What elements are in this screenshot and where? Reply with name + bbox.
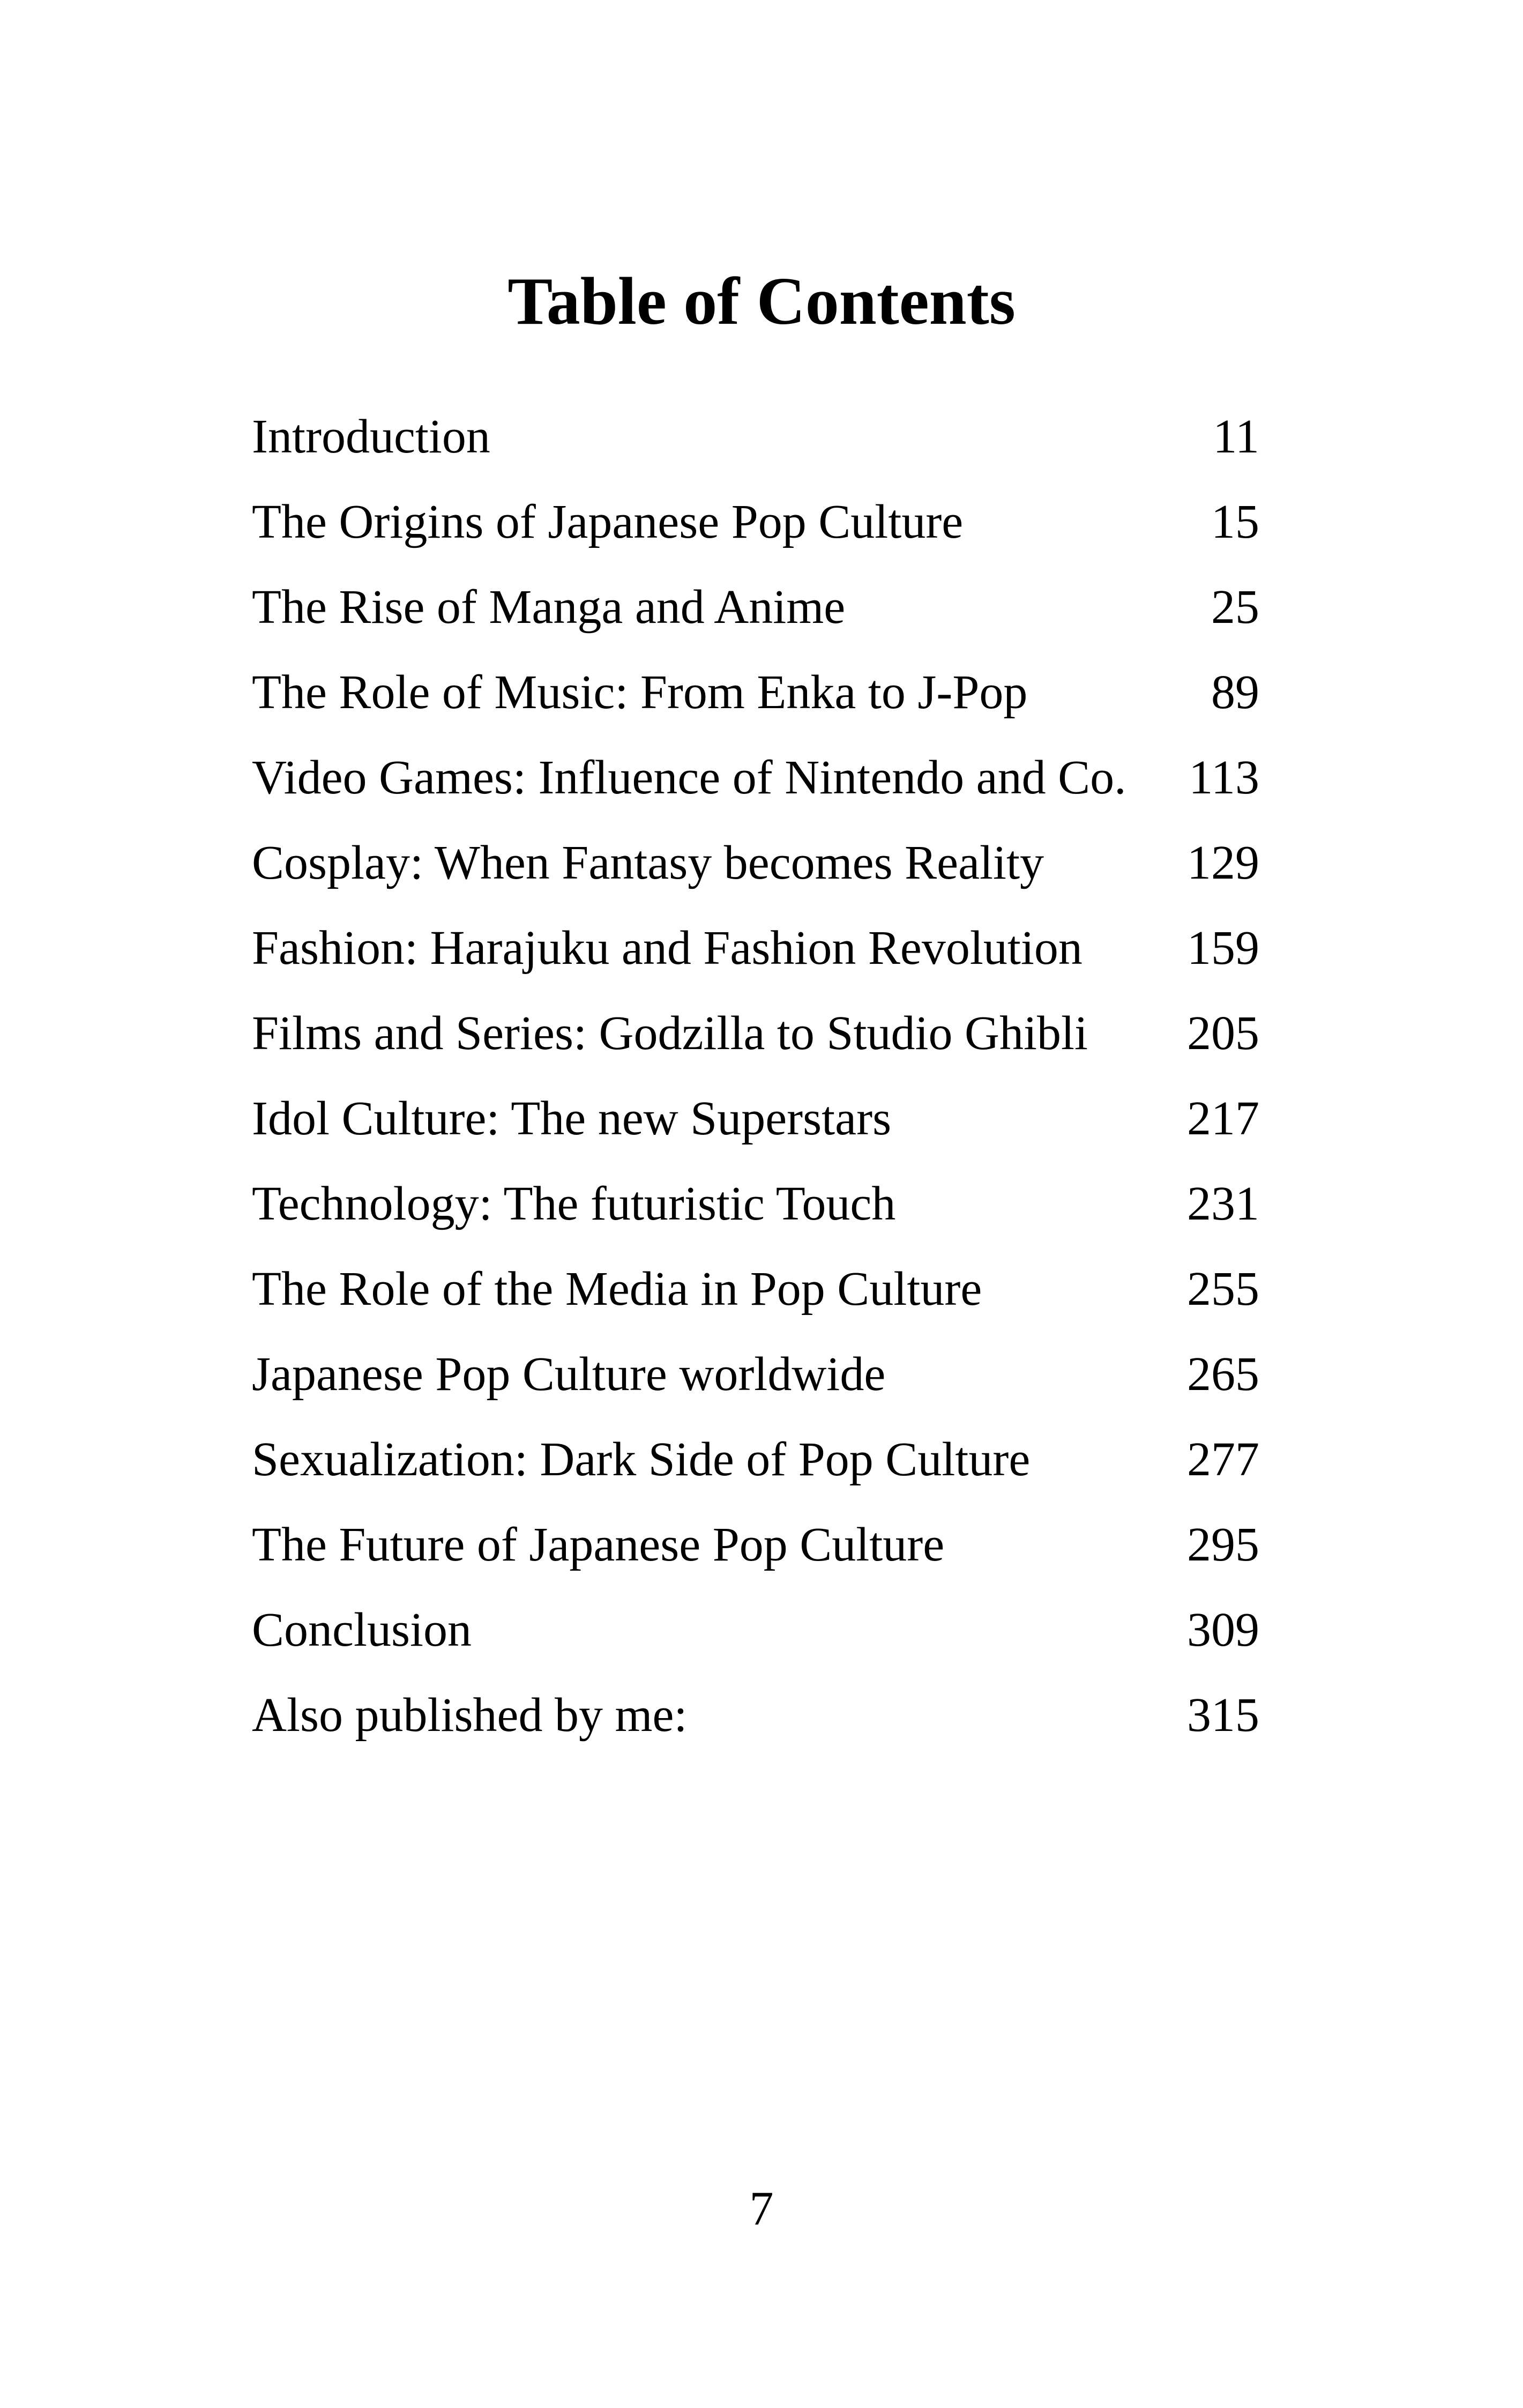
toc-entry-page: 217 — [1187, 1092, 1259, 1145]
toc-entry-title: Films and Series: Godzilla to Studio Ghibli — [252, 1007, 1088, 1060]
toc-entry-title: Sexualization: Dark Side of Pop Culture — [252, 1433, 1031, 1486]
toc-entry-page: 255 — [1187, 1262, 1259, 1316]
toc-entry-title: Introduction — [252, 410, 490, 463]
page-number: 7 — [749, 2182, 774, 2235]
toc-entry-title: Idol Culture: The new Superstars — [252, 1092, 892, 1145]
toc-list — [252, 403, 1259, 1767]
toc-entry-title: The Future of Japanese Pop Culture — [252, 1518, 945, 1571]
toc-entry-page: 265 — [1187, 1348, 1259, 1401]
toc-entry-title: Also published by me: — [252, 1689, 688, 1742]
toc-entry-page: 25 — [1211, 581, 1259, 634]
toc-entry — [252, 1341, 1259, 1426]
toc-entry-title: Fashion: Harajuku and Fashion Revolution — [252, 921, 1082, 975]
toc-entry-title: The Role of the Media in Pop Culture — [252, 1262, 982, 1316]
toc-entry — [252, 1255, 1259, 1341]
toc-entry-page: 205 — [1187, 1007, 1259, 1060]
toc-entry — [252, 1170, 1259, 1255]
toc-entry — [252, 659, 1259, 744]
toc-entry — [252, 1511, 1259, 1596]
toc-entry — [252, 574, 1259, 659]
toc-entry-page: 295 — [1187, 1518, 1259, 1571]
toc-entry-page: 159 — [1187, 921, 1259, 975]
toc-entry — [252, 1596, 1259, 1682]
toc-entry — [252, 744, 1259, 829]
toc-entry-title: Cosplay: When Fantasy becomes Reality — [252, 836, 1044, 889]
toc-entry — [252, 488, 1259, 574]
toc-entry — [252, 403, 1259, 488]
toc-entry-page: 113 — [1189, 751, 1259, 804]
toc-entry — [252, 1000, 1259, 1085]
toc-entry-page: 315 — [1187, 1689, 1259, 1742]
toc-entry — [252, 1682, 1259, 1767]
toc-entry-page: 11 — [1213, 410, 1259, 463]
toc-entry-title: Video Games: Influence of Nintendo and Co. — [252, 751, 1126, 804]
toc-entry — [252, 1426, 1259, 1511]
toc-entry-title: Japanese Pop Culture worldwide — [252, 1348, 886, 1401]
toc-entry-title: The Origins of Japanese Pop Culture — [252, 495, 964, 548]
toc-entry-title: The Role of Music: From Enka to J-Pop — [252, 666, 1028, 719]
toc-entry — [252, 1085, 1259, 1170]
toc-entry-page: 277 — [1187, 1433, 1259, 1486]
toc-entry — [252, 829, 1259, 915]
toc-entry-page: 231 — [1187, 1177, 1259, 1230]
page-title: Table of Contents — [507, 264, 1016, 339]
toc-entry-page: 89 — [1211, 666, 1259, 719]
toc-entry-title: Conclusion — [252, 1603, 472, 1656]
toc-entry-title: Technology: The futuristic Touch — [252, 1177, 896, 1230]
toc-entry — [252, 915, 1259, 1000]
toc-entry-page: 15 — [1211, 495, 1259, 548]
toc-entry-page: 129 — [1187, 836, 1259, 889]
toc-entry-page: 309 — [1187, 1603, 1259, 1656]
toc-entry-title: The Rise of Manga and Anime — [252, 581, 846, 634]
